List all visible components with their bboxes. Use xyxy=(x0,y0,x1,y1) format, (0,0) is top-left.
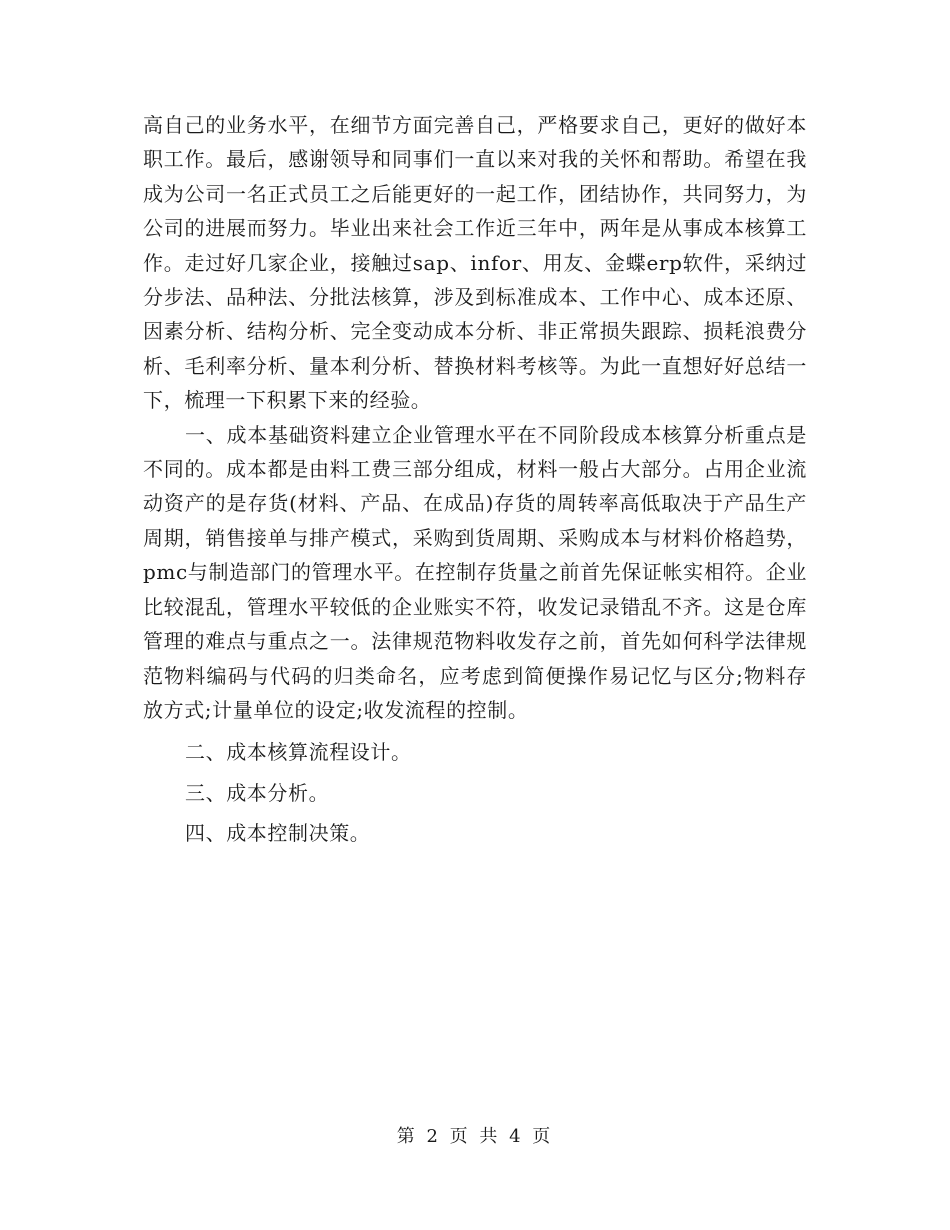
section-heading-process-design: 二、成本核算流程设计。 xyxy=(185,740,412,765)
section-heading-cost-control: 四、成本控制决策。 xyxy=(185,821,371,846)
document-body xyxy=(143,108,807,851)
section-heading-cost-analysis: 三、成本分析。 xyxy=(185,780,330,805)
paragraph-cost-basics: 一、成本基础资料建立企业管理水平在不同阶段成本核算分析重点是不同的。成本都是由料工费三部分组成，材料一般占大部分。占用企业流动资产的是存货(材料、产品、在成品)存货的周转率高低取决于产品生产周期，销售接单与排产模式，采购到货周期、采购成本与材料价格趋势，pmc与制造部门的管理水平。在控制存货量之前首先保证帐实相符。企业比较混乱，管理水平较低的企业账实不符，收发记录错乱不齐。这是仓库管理的难点与重点之一。法律规范物料收发存之前，首先如何科学法律规范物料编码与代码的归类命名，应考虑到简便操作易记忆与区分;物料存放方式;计量单位的设定;收发流程的控制。 xyxy=(143,422,807,722)
page-number-footer: 第 2 页 共 4 页 xyxy=(396,1126,554,1147)
paragraph-continuation: 高自己的业务水平，在细节方面完善自己，严格要求自己，更好的做好本职工作。最后，感谢领导和同事们一直以来对我的关怀和帮助。希望在我成为公司一名正式员工之后能更好的一起工作，团结协作，共同努力，为公司的进展而努力。毕业出来社会工作近三年中，两年是从事成本核算工作。走过好几家企业，接触过sap、infor、用友、金蝶erp软件，采纳过分步法、品种法、分批法核算，涉及到标准成本、工作中心、成本还原、因素分析、结构分析、完全变动成本分析、非正常损失跟踪、损耗浪费分析、毛利率分析、量本利分析、替换材料考核等。为此一直想好好总结一下，梳理一下积累下来的经验。 xyxy=(143,113,807,413)
